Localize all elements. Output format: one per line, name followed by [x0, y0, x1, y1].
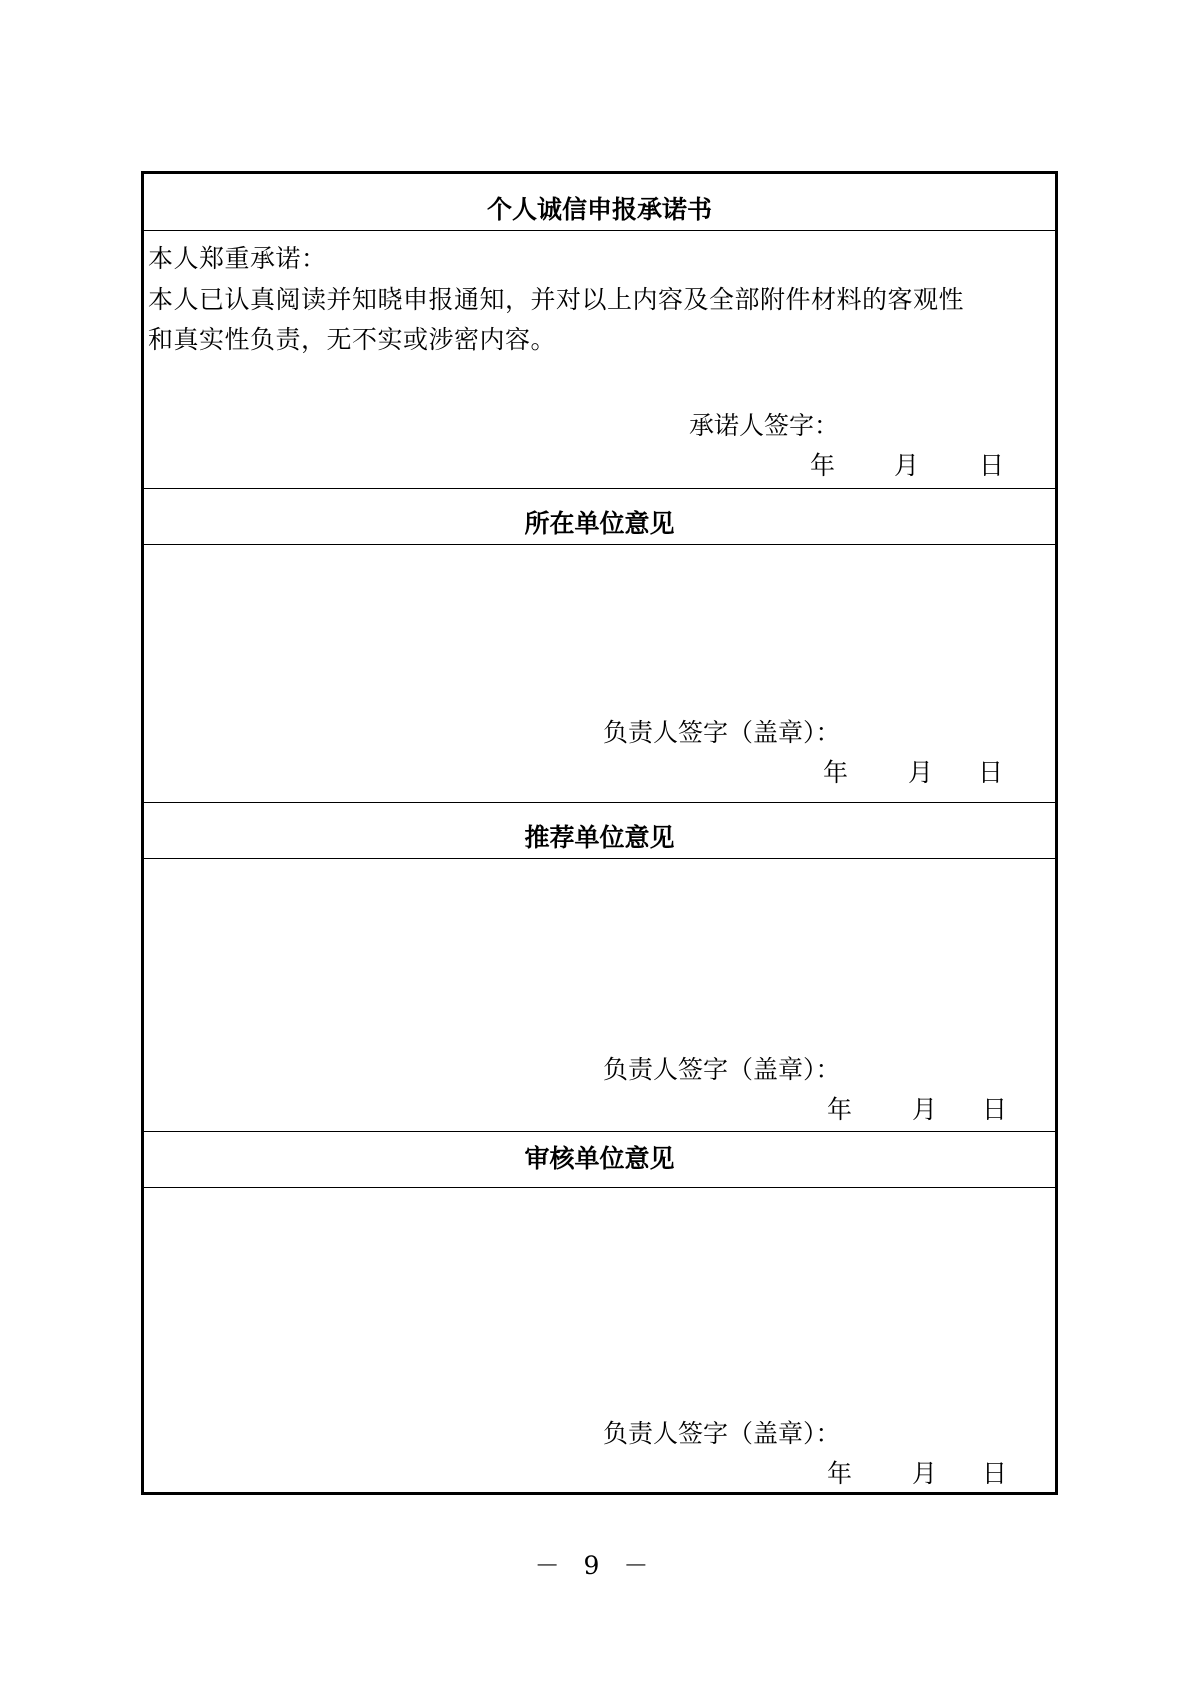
- date-year-label: 年: [810, 451, 836, 480]
- date-year-label: 年: [827, 1095, 853, 1124]
- date-month-label: 月: [894, 451, 920, 480]
- commitment-line-1: 本人郑重承诺：: [148, 244, 327, 273]
- date-year-label: 年: [827, 1459, 853, 1488]
- unit-opinion-title: 所在单位意见: [524, 509, 675, 538]
- divider: [144, 544, 1055, 545]
- date-month-label: 月: [912, 1095, 938, 1124]
- date-year-label: 年: [823, 758, 849, 787]
- commitment-line-2: 本人已认真阅读并知晓申报通知，并对以上内容及全部附件材料的客观性: [148, 285, 965, 314]
- date-day-label: 日: [982, 1459, 1008, 1488]
- page-number: － 9 －: [534, 1551, 657, 1580]
- promisor-signature-label: 承诺人签字：: [689, 411, 840, 440]
- divider: [144, 1187, 1055, 1188]
- integrity-form-table: [141, 171, 1058, 1495]
- date-day-label: 日: [978, 758, 1004, 787]
- recommend-opinion-title: 推荐单位意见: [524, 823, 675, 852]
- date-day-label: 日: [982, 1095, 1008, 1124]
- divider: [144, 1131, 1055, 1132]
- divider: [144, 488, 1055, 489]
- divider: [144, 858, 1055, 859]
- recommend-head-signature-label: 负责人签字（盖章）：: [603, 1055, 841, 1084]
- unit-head-signature-label: 负责人签字（盖章）：: [603, 718, 841, 747]
- commitment-title: 个人诚信申报承诺书: [486, 195, 712, 224]
- date-month-label: 月: [908, 758, 934, 787]
- divider: [144, 230, 1055, 231]
- commitment-line-3: 和真实性负责，无不实或涉密内容。: [148, 325, 557, 354]
- divider: [144, 802, 1055, 803]
- review-head-signature-label: 负责人签字（盖章）：: [603, 1419, 841, 1448]
- date-month-label: 月: [912, 1459, 938, 1488]
- review-opinion-title: 审核单位意见: [524, 1144, 675, 1173]
- date-day-label: 日: [979, 451, 1005, 480]
